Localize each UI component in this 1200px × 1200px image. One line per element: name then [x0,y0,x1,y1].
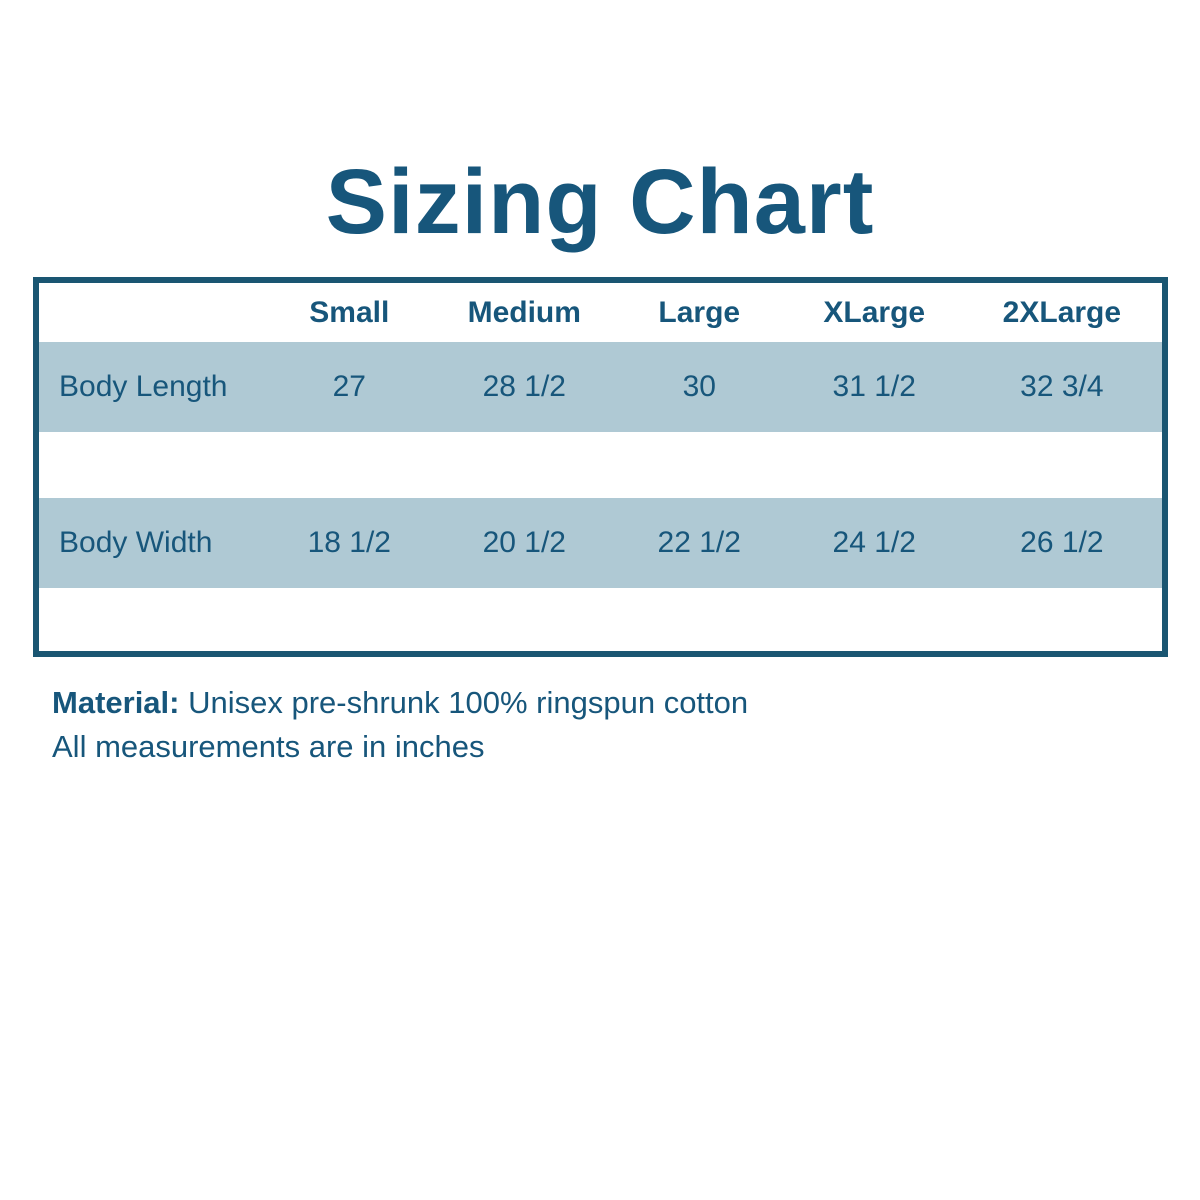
column-header-2xlarge: 2XLarge [1002,295,1122,329]
body-width-2xlarge: 26 1/2 [1020,526,1104,559]
spacer-row [36,432,1165,498]
material-note [52,681,748,725]
spacer-cell-bottom [36,588,1165,654]
sizing-table [33,277,1168,657]
body-length-2xlarge: 32 3/4 [1020,370,1104,403]
body-width-xlarge: 24 1/2 [832,526,916,559]
body-length-large: 30 [682,370,716,403]
material-label: Material: [52,685,180,720]
corner-cell [36,280,262,342]
spacer-row-bottom [36,588,1165,654]
notes-block [52,681,748,769]
column-header-small: Small [309,295,390,329]
table-header-row [36,280,1165,342]
column-header-large: Large [658,295,741,329]
row-label-body-length: Body Length [59,370,228,403]
material-value: Unisex pre-shrunk 100% ringspun cotton [188,685,749,720]
column-header-xlarge: XLarge [823,295,926,329]
body-length-medium: 28 1/2 [482,370,566,403]
body-length-xlarge: 31 1/2 [832,370,916,403]
body-length-small: 27 [332,370,366,403]
measurements-note: All measurements are in inches [52,729,485,764]
spacer-cell [36,432,1165,498]
column-header-medium: Medium [467,295,581,329]
row-label-body-width: Body Width [59,526,213,559]
table-row-body-width [36,498,1165,588]
table-row-body-length [36,342,1165,432]
body-width-medium: 20 1/2 [482,526,566,559]
page-title: Sizing Chart [325,151,875,253]
body-width-large: 22 1/2 [657,526,741,559]
body-width-small: 18 1/2 [307,526,391,559]
